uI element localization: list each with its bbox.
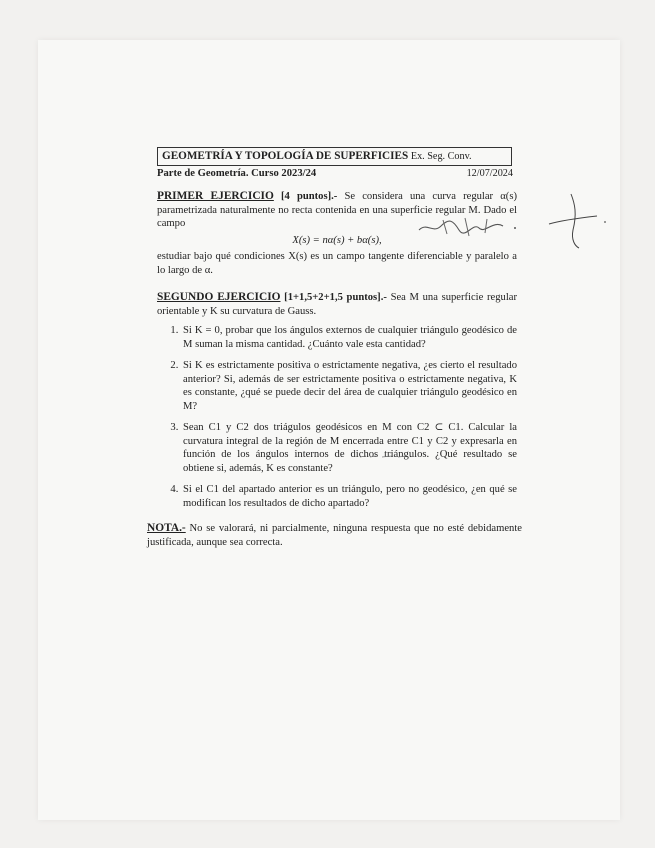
exam-header-box [157,147,512,166]
nota-text: No se valorará, ni parcialmente, ninguna respuesta que no esté debidamente justificada, aunque sea correcta. [147,523,522,548]
first-exercise-statement: Se considera una curva regular α(s) parametrizada naturalmente no recta contenida en una superficie regular M. Dado el campo [157,191,517,229]
second-exercise-title: SEGUNDO EJERCICIO [157,291,281,303]
first-exercise-title: PRIMER EJERCICIO [157,190,274,202]
nota-section [147,521,522,550]
list-item: 1. Si K = 0, probar que los ángulos externos de cualquier triángulo geodésico de M suman la misma cantidad. ¿Cuánto vale esta cantidad? [181,324,517,351]
second-exercise-text [157,291,517,318]
exam-date: 12/07/2024 [466,167,513,179]
second-exercise-statement: Sea M una superficie regular orientable y K su curvatura de Gauss. [157,292,517,317]
first-exercise-question: estudiar bajo qué condiciones X(s) es un campo tangente diferenciable y paralelo a lo largo de α. [157,251,517,276]
exam-title: GEOMETRÍA Y TOPOLOGÍA DE SUPERFICIES [162,150,409,162]
exam-content [157,147,517,518]
exam-session: Ex. Seg. Conv. [410,151,472,162]
handwritten-scribble-icon [413,214,523,240]
second-exercise [157,291,517,510]
stray-marks-icon [358,452,428,460]
second-exercise-points: [1+1,5+2+1,5 puntos].- [284,292,387,303]
list-item: 3. Sean C1 y C2 dos triágulos geodésicos en M con C2 ⊂ C1. Calcular la curvatura integral de la región de M encerrada entre C1 y C2 y expresarla en función de los ángulos internos de dichos triángulos. ¿Qué resultado se obtiene si, además, K es constante? [181,421,517,475]
list-item: 4. Si el C1 del apartado anterior es un triángulo, pero no geodésico, ¿en qué se modifican los resultados de dicho apartado? [181,483,517,510]
course-label: Parte de Geometría. Curso 2023/24 [157,167,317,179]
field-formula: X(s) = nα(s) + bα(s), [292,234,382,246]
nota-title: NOTA.- [147,522,186,534]
second-exercise-list [157,324,517,510]
first-exercise-points: [4 puntos].- [281,191,338,202]
list-item: 2. Si K es estrictamente positiva o estrictamente negativa, ¿es cierto el resultado anterior? Si, además de ser estrictamente positiva o estrictamente negativa, K es constante, ¿qué se puede decir del área de cualquier triángulo geodésico en M? [181,359,517,413]
margin-mark-icon [535,190,615,250]
exam-subheader [157,167,513,181]
